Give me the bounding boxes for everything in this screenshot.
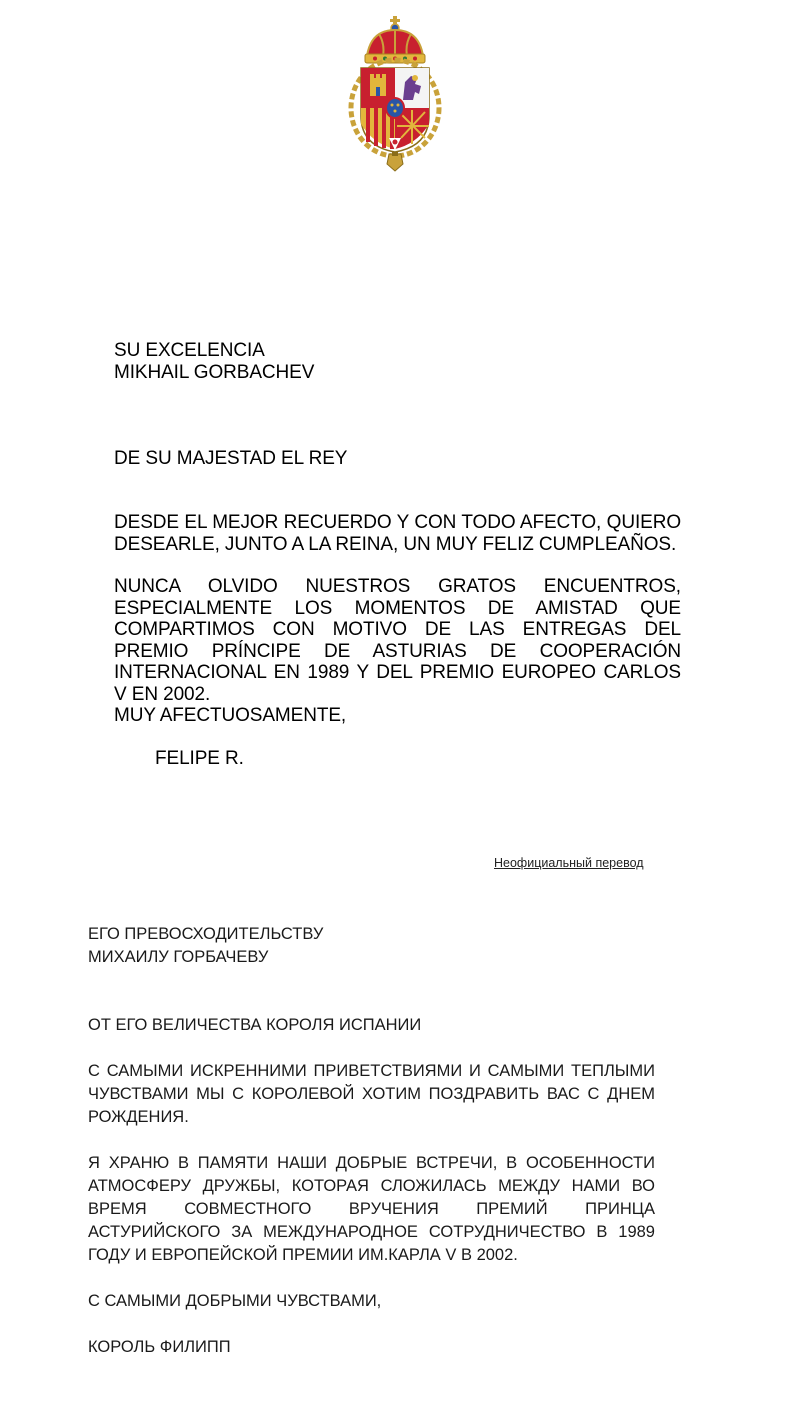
spanish-closing-text: MUY AFECTUOSAMENTE,: [114, 705, 347, 726]
russian-paragraph-1: [88, 1060, 655, 1129]
russian-addressee: [88, 923, 655, 969]
spanish-sender-line: DE SU MAJESTAD EL REY: [114, 448, 348, 469]
russian-addressee-line2: МИХАИЛУ ГОРБАЧЕВУ: [88, 948, 269, 966]
russian-paragraph-2-text: Я ХРАНЮ В ПАМЯТИ НАШИ ДОБРЫЕ ВСТРЕЧИ, В ОСОБЕННОСТИ АТМОСФЕРУ ДРУЖБЫ, КОТОРАЯ СЛОЖИЛАСЬ МЕЖДУ НАМИ ВО ВРЕМЯ СОВМЕСТНОГО ВРУЧЕНИЯ ПРЕМИЙ ПРИНЦА АСТУРИЙСКОГО ЗА МЕЖДУНАРОДНОЕ СОТРУДНИЧЕСТВО В 1989 ГОДУ И ЕВРОПЕЙСКОЙ ПРЕМИИ ИМ.КАРЛА V В 2002.: [88, 1154, 655, 1264]
russian-paragraph-2: [88, 1152, 655, 1267]
royal-coat-of-arms-icon: [345, 16, 445, 172]
spanish-paragraph-1: [114, 512, 681, 555]
spanish-paragraph-1-text: DESDE EL MEJOR RECUERDO Y CON TODO AFECTO, QUIERO DESEARLE, JUNTO A LA REINA, UN MUY FELIZ CUMPLEAÑOS.: [114, 512, 681, 555]
spanish-paragraph-2: [114, 576, 681, 705]
russian-closing: [88, 1290, 655, 1313]
russian-closing-text: С САМЫМИ ДОБРЫМИ ЧУВСТВАМИ,: [88, 1292, 382, 1310]
spanish-sender: [114, 448, 681, 470]
spanish-addressee-line1: SU EXCELENCIA: [114, 340, 265, 361]
russian-paragraph-1-text: С САМЫМИ ИСКРЕННИМИ ПРИВЕТСТВИЯМИ И САМЫМИ ТЕПЛЫМИ ЧУВСТВАМИ МЫ С КОРОЛЕВОЙ ХОТИМ ПОЗДРАВИТЬ ВАС С ДНЕМ РОЖДЕНИЯ.: [88, 1062, 655, 1126]
unofficial-translation-note: Неофициальный перевод: [494, 856, 644, 870]
russian-addressee-line1: ЕГО ПРЕВОСХОДИТЕЛЬСТВУ: [88, 925, 324, 943]
russian-sender-line: ОТ ЕГО ВЕЛИЧЕСТВА КОРОЛЯ ИСПАНИИ: [88, 1016, 422, 1034]
spanish-closing: [114, 705, 681, 727]
spanish-addressee: [114, 340, 681, 383]
spanish-signature-text: FELIPE R.: [155, 748, 244, 769]
spanish-addressee-line2: MIKHAIL GORBACHEV: [114, 361, 315, 383]
spanish-signature: [155, 748, 722, 770]
russian-signature-text: КОРОЛЬ ФИЛИПП: [88, 1338, 231, 1356]
russian-sender: [88, 1014, 655, 1037]
russian-signature: [88, 1336, 655, 1359]
spanish-paragraph-2-text: NUNCA OLVIDO NUESTROS GRATOS ENCUENTROS, ESPECIALMENTE LOS MOMENTOS DE AMISTAD QUE COMPARTIMOS CON MOTIVO DE LAS ENTREGAS DEL PREMIO PRÍNCIPE DE ASTURIAS DE COOPERACIÓN INTERNACIONAL EN 1989 Y DEL PREMIO EUROPEO CARLOS V EN 2002.: [114, 576, 681, 705]
